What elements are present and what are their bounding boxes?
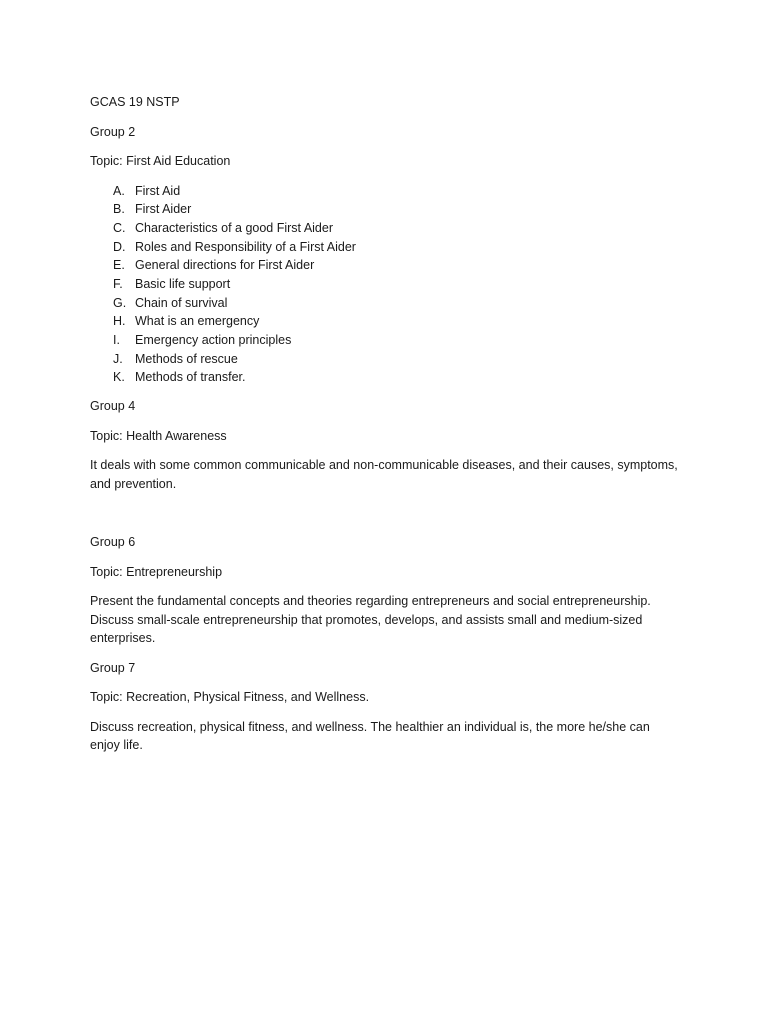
list-marker: H. — [113, 314, 126, 329]
list-item — [90, 256, 680, 275]
list-item-text: First Aider — [135, 202, 192, 217]
document-page — [90, 93, 680, 766]
group-7-heading: Group 7 — [90, 660, 136, 675]
list-marker: K. — [113, 370, 125, 385]
list-item-text: Chain of survival — [135, 295, 228, 310]
group-4-heading: Group 4 — [90, 399, 136, 414]
list-item-text: Methods of transfer. — [135, 370, 246, 385]
list-item-text: Methods of rescue — [135, 351, 238, 366]
group-6-description: Present the fundamental concepts and theories regarding entrepreneurs and social entrepreneurship. Discuss small-scale entrepreneurship that promotes, develops, and assists small and medium-sized enterprises. — [90, 594, 651, 646]
list-item-text: General directions for First Aider — [135, 258, 315, 273]
group-6-heading: Group 6 — [90, 535, 136, 550]
list-marker: E. — [113, 258, 125, 273]
list-item — [90, 200, 680, 219]
list-item-text: Roles and Responsibility of a First Aider — [135, 239, 356, 254]
list-item — [90, 275, 680, 294]
list-item — [90, 294, 680, 313]
group-7-topic: Topic: Recreation, Physical Fitness, and Wellness. — [90, 690, 370, 705]
group-4-description: It deals with some common communicable and non-communicable diseases, and their causes, symptoms, and prevention. — [90, 458, 678, 491]
group-7-description: Discuss recreation, physical fitness, and wellness. The healthier an individual is, the more he/she can enjoy life. — [90, 719, 650, 753]
blank-line — [90, 504, 680, 533]
list-item — [90, 238, 680, 257]
list-item-text: What is an emergency — [135, 314, 260, 329]
list-item — [90, 182, 680, 201]
group-4-topic: Topic: Health Awareness — [90, 428, 227, 443]
list-item-text: Emergency action principles — [135, 333, 292, 347]
group-2-heading: Group 2 — [90, 124, 136, 139]
group-6-topic: Topic: Entrepreneurship — [90, 564, 223, 579]
list-item — [90, 368, 680, 387]
course-title: GCAS 19 NSTP — [90, 95, 180, 109]
first-aid-topic-list — [90, 182, 680, 388]
list-item — [90, 219, 680, 238]
list-marker: D. — [113, 239, 126, 254]
list-item — [90, 331, 680, 350]
list-marker: G. — [113, 295, 127, 310]
list-marker: F. — [113, 276, 123, 291]
list-item — [90, 350, 680, 369]
list-marker: J. — [113, 351, 123, 366]
list-item-text: Basic life support — [135, 276, 231, 291]
list-marker: B. — [113, 202, 125, 217]
list-item-text: First Aid — [135, 183, 181, 198]
list-item-text: Characteristics of a good First Aider — [135, 220, 333, 235]
group-2-topic: Topic: First Aid Education — [90, 154, 231, 168]
list-item — [90, 312, 680, 331]
list-marker: I. — [113, 333, 120, 347]
list-marker: C. — [113, 220, 126, 235]
list-marker: A. — [113, 183, 125, 198]
